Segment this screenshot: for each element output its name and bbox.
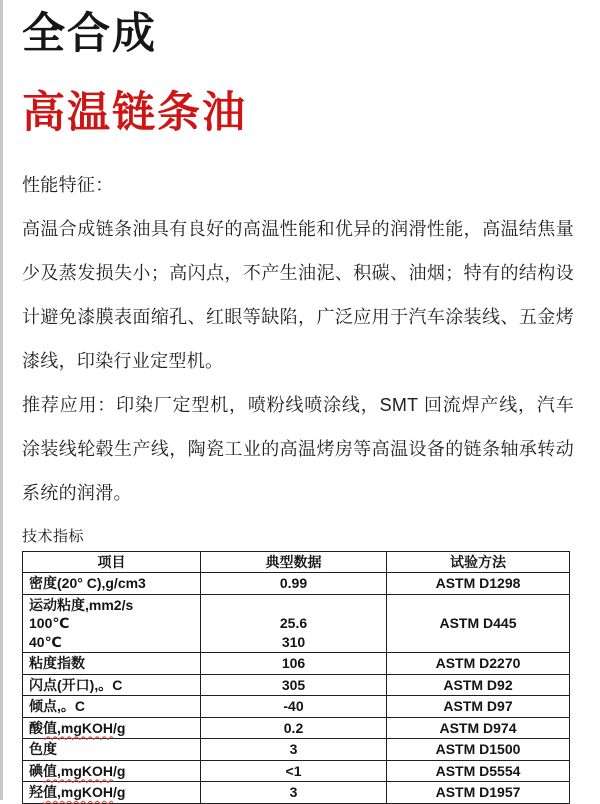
cell-line xyxy=(207,596,380,615)
spec-item-cell xyxy=(23,717,201,739)
cell-line: 色度 xyxy=(29,741,57,757)
spec-item-cell xyxy=(23,573,201,595)
spec-value-cell xyxy=(201,573,387,595)
spec-value-cell xyxy=(201,760,387,782)
cell-line: 羟值,mgKOH/g xyxy=(29,784,126,800)
spec-method-cell xyxy=(387,653,570,675)
features-paragraph: 高温合成链条油具有良好的高温性能和优异的润滑性能，高温结焦量少及蒸发损失小；高闪点，不产生油泥、积碳、油烟；特有的结构设计避免漆膜表面缩孔、红眼等缺陷，广泛应用于汽车涂装线、五金烤漆线，印染行业定型机。 xyxy=(22,219,574,371)
cell-line: 106 xyxy=(281,655,306,671)
cell-line: -40 xyxy=(283,698,304,714)
spec-method-cell xyxy=(387,717,570,739)
column-header-test-method: 试验方法 xyxy=(387,552,570,573)
spec-method-cell xyxy=(387,573,570,595)
cell-line: 40℃ xyxy=(29,633,62,650)
spec-item-cell xyxy=(23,653,201,675)
spellcheck-underlined-text: 值,mgKOH xyxy=(43,719,113,736)
table-header-row xyxy=(23,552,570,573)
cell-line xyxy=(393,633,563,652)
product-series-title: 全合成 xyxy=(22,10,157,58)
cell-line: 0.99 xyxy=(279,575,308,591)
spec-method-cell xyxy=(387,696,570,718)
cell-line: 闪点(开口),。C xyxy=(29,676,123,693)
page-content xyxy=(3,0,600,804)
features-heading: 性能特征： xyxy=(22,175,114,195)
spec-item-cell xyxy=(23,696,201,718)
description-block xyxy=(22,163,574,515)
cell-line: 倾点,。C xyxy=(29,698,85,714)
table-row xyxy=(23,674,570,696)
cell-line: ASTM D1298 xyxy=(435,575,521,591)
spec-value-cell xyxy=(201,696,387,718)
table-row xyxy=(23,653,570,675)
spec-value-cell xyxy=(201,717,387,739)
table-row xyxy=(23,573,570,595)
cell-line: 运动粘度,mm2/s xyxy=(29,596,134,613)
cell-line: ASTM D5554 xyxy=(435,762,521,779)
cell-line: ASTM D1957 xyxy=(435,784,521,800)
cell-line: 25.6 xyxy=(279,615,308,631)
spec-method-cell xyxy=(387,674,570,696)
spec-method-cell xyxy=(387,594,570,653)
spec-value-cell xyxy=(201,653,387,675)
cell-line: 密度(20° C),g/cm3 xyxy=(29,575,146,591)
specs-table xyxy=(22,551,570,804)
cell-line: 100℃ xyxy=(29,615,70,631)
column-header-item: 项目 xyxy=(23,552,201,573)
applications-paragraph: 推荐应用：印染厂定型机，喷粉线喷涂线，SMT 回流焊产线，汽车涂装线轮毂生产线，陶瓷工业的高温烤房等高温设备的链条轴承转动系统的润滑。 xyxy=(22,395,574,503)
table-row xyxy=(23,760,570,782)
cell-line: ASTM D2270 xyxy=(435,655,521,671)
cell-line: 310 xyxy=(281,633,306,650)
cell-line: 0.2 xyxy=(283,719,304,736)
cell-line: 3 xyxy=(289,741,298,757)
table-row xyxy=(23,594,570,653)
cell-line: ASTM D1500 xyxy=(435,741,521,757)
table-row xyxy=(23,696,570,718)
spec-item-cell xyxy=(23,674,201,696)
cell-line: ASTM D445 xyxy=(439,615,517,631)
spec-method-cell xyxy=(387,760,570,782)
spec-value-cell xyxy=(201,594,387,653)
cell-line xyxy=(393,596,563,615)
cell-line: <1 xyxy=(285,762,302,779)
specs-heading: 技术指标 xyxy=(22,528,85,545)
spec-item-cell xyxy=(23,594,201,653)
cell-line: ASTM D974 xyxy=(439,719,517,736)
spec-item-cell xyxy=(23,760,201,782)
product-name-title: 高温链条油 xyxy=(22,89,247,137)
cell-line: 粘度指数 xyxy=(29,655,85,671)
spec-value-cell xyxy=(201,674,387,696)
spellcheck-underlined-text: 值,mgKOH xyxy=(43,762,113,779)
cell-line: ASTM D97 xyxy=(443,698,513,714)
cell-line: ASTM D92 xyxy=(443,676,513,693)
cell-line: 3 xyxy=(289,784,298,800)
spec-value-cell xyxy=(201,739,387,761)
spellcheck-underlined-text: 值,mgKOH xyxy=(43,784,113,800)
cell-line: 305 xyxy=(281,676,306,693)
table-row xyxy=(23,739,570,761)
spec-item-cell xyxy=(23,739,201,761)
cell-line: 酸值,mgKOH/g xyxy=(29,719,126,736)
table-row xyxy=(23,717,570,739)
column-header-typical-data: 典型数据 xyxy=(201,552,387,573)
spec-method-cell xyxy=(387,739,570,761)
cell-line: 碘值,mgKOH/g xyxy=(29,762,126,779)
specs-table-body xyxy=(23,573,570,804)
